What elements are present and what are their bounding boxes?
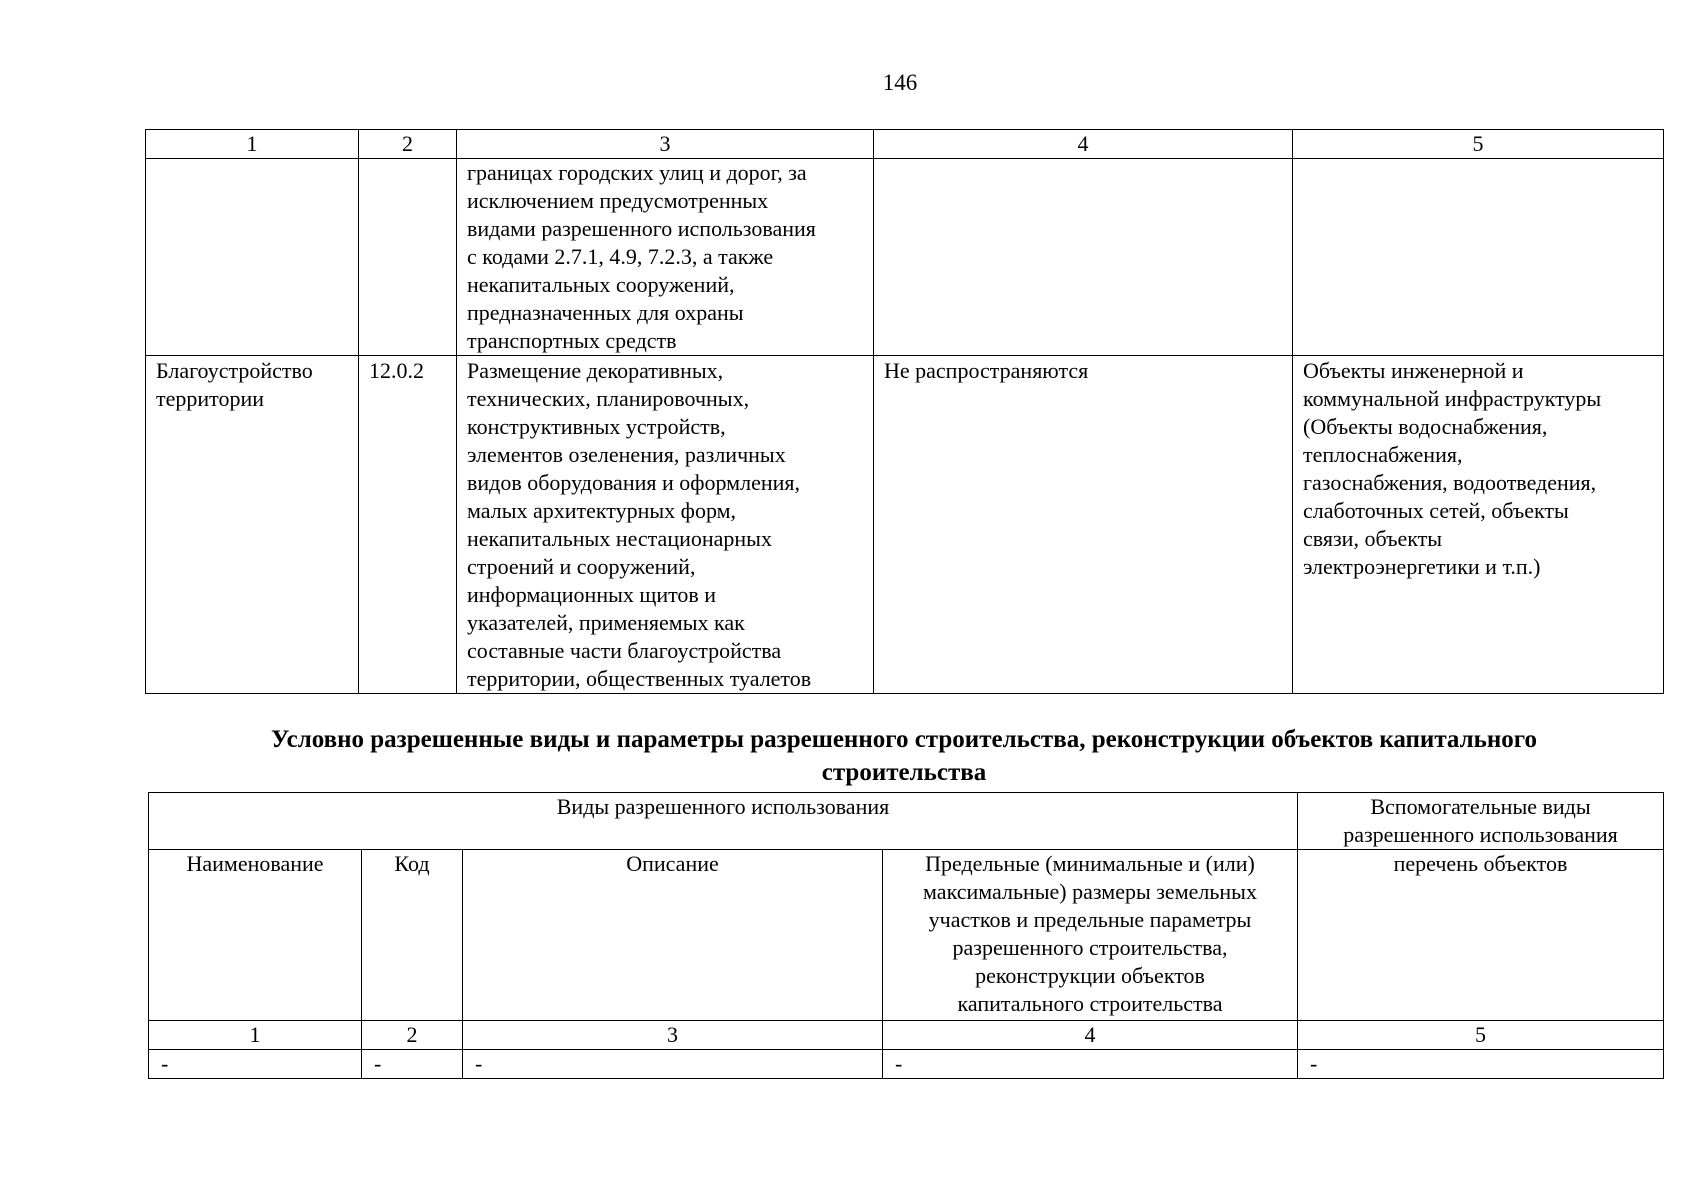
- parameters-header-line: Предельные (минимальные и (или): [925, 851, 1255, 876]
- column-number: 1: [146, 130, 359, 159]
- parameters-header-line: разрешенного строительства,: [952, 935, 1228, 960]
- code-header: Код: [362, 850, 463, 1021]
- auxiliary-line: газоснабжения, водоотведения,: [1303, 470, 1597, 495]
- description-line: транспортных средств: [467, 328, 677, 353]
- description-line: видов оборудования и оформления,: [467, 470, 801, 495]
- auxiliary-line: связи, объекты: [1303, 526, 1443, 551]
- description-line: границах городских улиц и дорог, за: [467, 160, 807, 185]
- description-line: некапитальных нестационарных: [467, 526, 772, 551]
- empty-value-cell: -: [883, 1050, 1298, 1079]
- column-number-row: [146, 130, 1664, 159]
- name-line: территории: [156, 386, 265, 411]
- description-line: строений и сооружений,: [467, 554, 696, 579]
- parameters-header: [883, 850, 1298, 1021]
- auxiliary-header-line: разрешенного использования: [1343, 822, 1618, 847]
- column-number: 4: [883, 1021, 1298, 1050]
- description-line: технических, планировочных,: [467, 386, 750, 411]
- group-header-row: [149, 793, 1664, 850]
- page-number: 146: [882, 70, 918, 95]
- column-number: 1: [149, 1021, 362, 1050]
- objects-header: перечень объектов: [1298, 850, 1664, 1021]
- parameters-cell: Не распространяются: [874, 356, 1293, 694]
- use-code-cell: [359, 159, 457, 356]
- auxiliary-uses-cell: [1293, 356, 1664, 694]
- auxiliary-header-line: Вспомогательные виды: [1370, 794, 1591, 819]
- empty-value-cell: -: [1298, 1050, 1664, 1079]
- description-line: исключением предусмотренных: [467, 188, 769, 213]
- empty-value-cell: -: [149, 1050, 362, 1079]
- parameters-cell: [874, 159, 1293, 356]
- empty-value-cell: -: [362, 1050, 463, 1079]
- description-line: малых архитектурных форм,: [467, 498, 737, 523]
- use-name-cell: [146, 356, 359, 694]
- description-line: информационных щитов и: [467, 582, 717, 607]
- description-line: территории, общественных туалетов: [467, 666, 812, 691]
- description-header: Описание: [463, 850, 883, 1021]
- section-heading-line: Условно разрешенные виды и параметры разрешенного строительства, реконструкции объектов капитального: [270, 726, 1538, 753]
- use-description-cell: [457, 356, 874, 694]
- parameters-header-line: участков и предельные параметры: [928, 907, 1252, 932]
- description-line: указателей, применяемых как: [467, 610, 745, 635]
- auxiliary-line: Объекты инженерной и: [1303, 358, 1524, 383]
- group-header: Виды разрешенного использования: [149, 793, 1298, 850]
- column-number-row: [149, 1021, 1664, 1050]
- table-row: [146, 159, 1664, 356]
- parameters-header-line: максимальные) размеры земельных: [923, 879, 1257, 904]
- description-line: элементов озеленения, различных: [467, 442, 786, 467]
- parameters-header-line: капитального строительства: [957, 991, 1223, 1016]
- empty-value-cell: -: [463, 1050, 883, 1079]
- description-line: видами разрешенного использования: [467, 216, 816, 241]
- table-row: [149, 1050, 1664, 1079]
- column-number: 2: [359, 130, 457, 159]
- use-name-cell: [146, 159, 359, 356]
- section-heading: [145, 723, 1663, 789]
- auxiliary-line: теплоснабжения,: [1303, 442, 1463, 467]
- auxiliary-line: электроэнергетики и т.п.): [1303, 554, 1541, 579]
- conditionally-permitted-uses-table: [148, 792, 1664, 1079]
- auxiliary-group-header: [1298, 793, 1664, 850]
- description-line: составные части благоустройства: [467, 638, 782, 663]
- auxiliary-line: (Объекты водоснабжения,: [1303, 414, 1548, 439]
- column-number: 2: [362, 1021, 463, 1050]
- column-number: 4: [874, 130, 1293, 159]
- auxiliary-uses-cell: [1293, 159, 1664, 356]
- parameters-header-line: реконструкции объектов: [975, 963, 1205, 988]
- column-number: 5: [1293, 130, 1664, 159]
- table-row: [146, 356, 1664, 694]
- column-header-row: [149, 850, 1664, 1021]
- column-number: 3: [463, 1021, 883, 1050]
- section-heading-line: строительства: [821, 759, 987, 786]
- description-line: Размещение декоративных,: [467, 358, 724, 383]
- auxiliary-line: коммунальной инфраструктуры: [1303, 386, 1602, 411]
- name-line: Благоустройство: [156, 358, 313, 383]
- description-line: некапитальных сооружений,: [467, 272, 735, 297]
- name-header: Наименование: [149, 850, 362, 1021]
- permitted-uses-table-continued: [145, 129, 1664, 694]
- column-number: 5: [1298, 1021, 1664, 1050]
- use-description-cell: [457, 159, 874, 356]
- description-line: конструктивных устройств,: [467, 414, 726, 439]
- auxiliary-line: слаботочных сетей, объекты: [1303, 498, 1569, 523]
- use-code-cell: 12.0.2: [359, 356, 457, 694]
- description-line: с кодами 2.7.1, 4.9, 7.2.3, а также: [467, 244, 774, 269]
- column-number: 3: [457, 130, 874, 159]
- description-line: предназначенных для охраны: [467, 300, 744, 325]
